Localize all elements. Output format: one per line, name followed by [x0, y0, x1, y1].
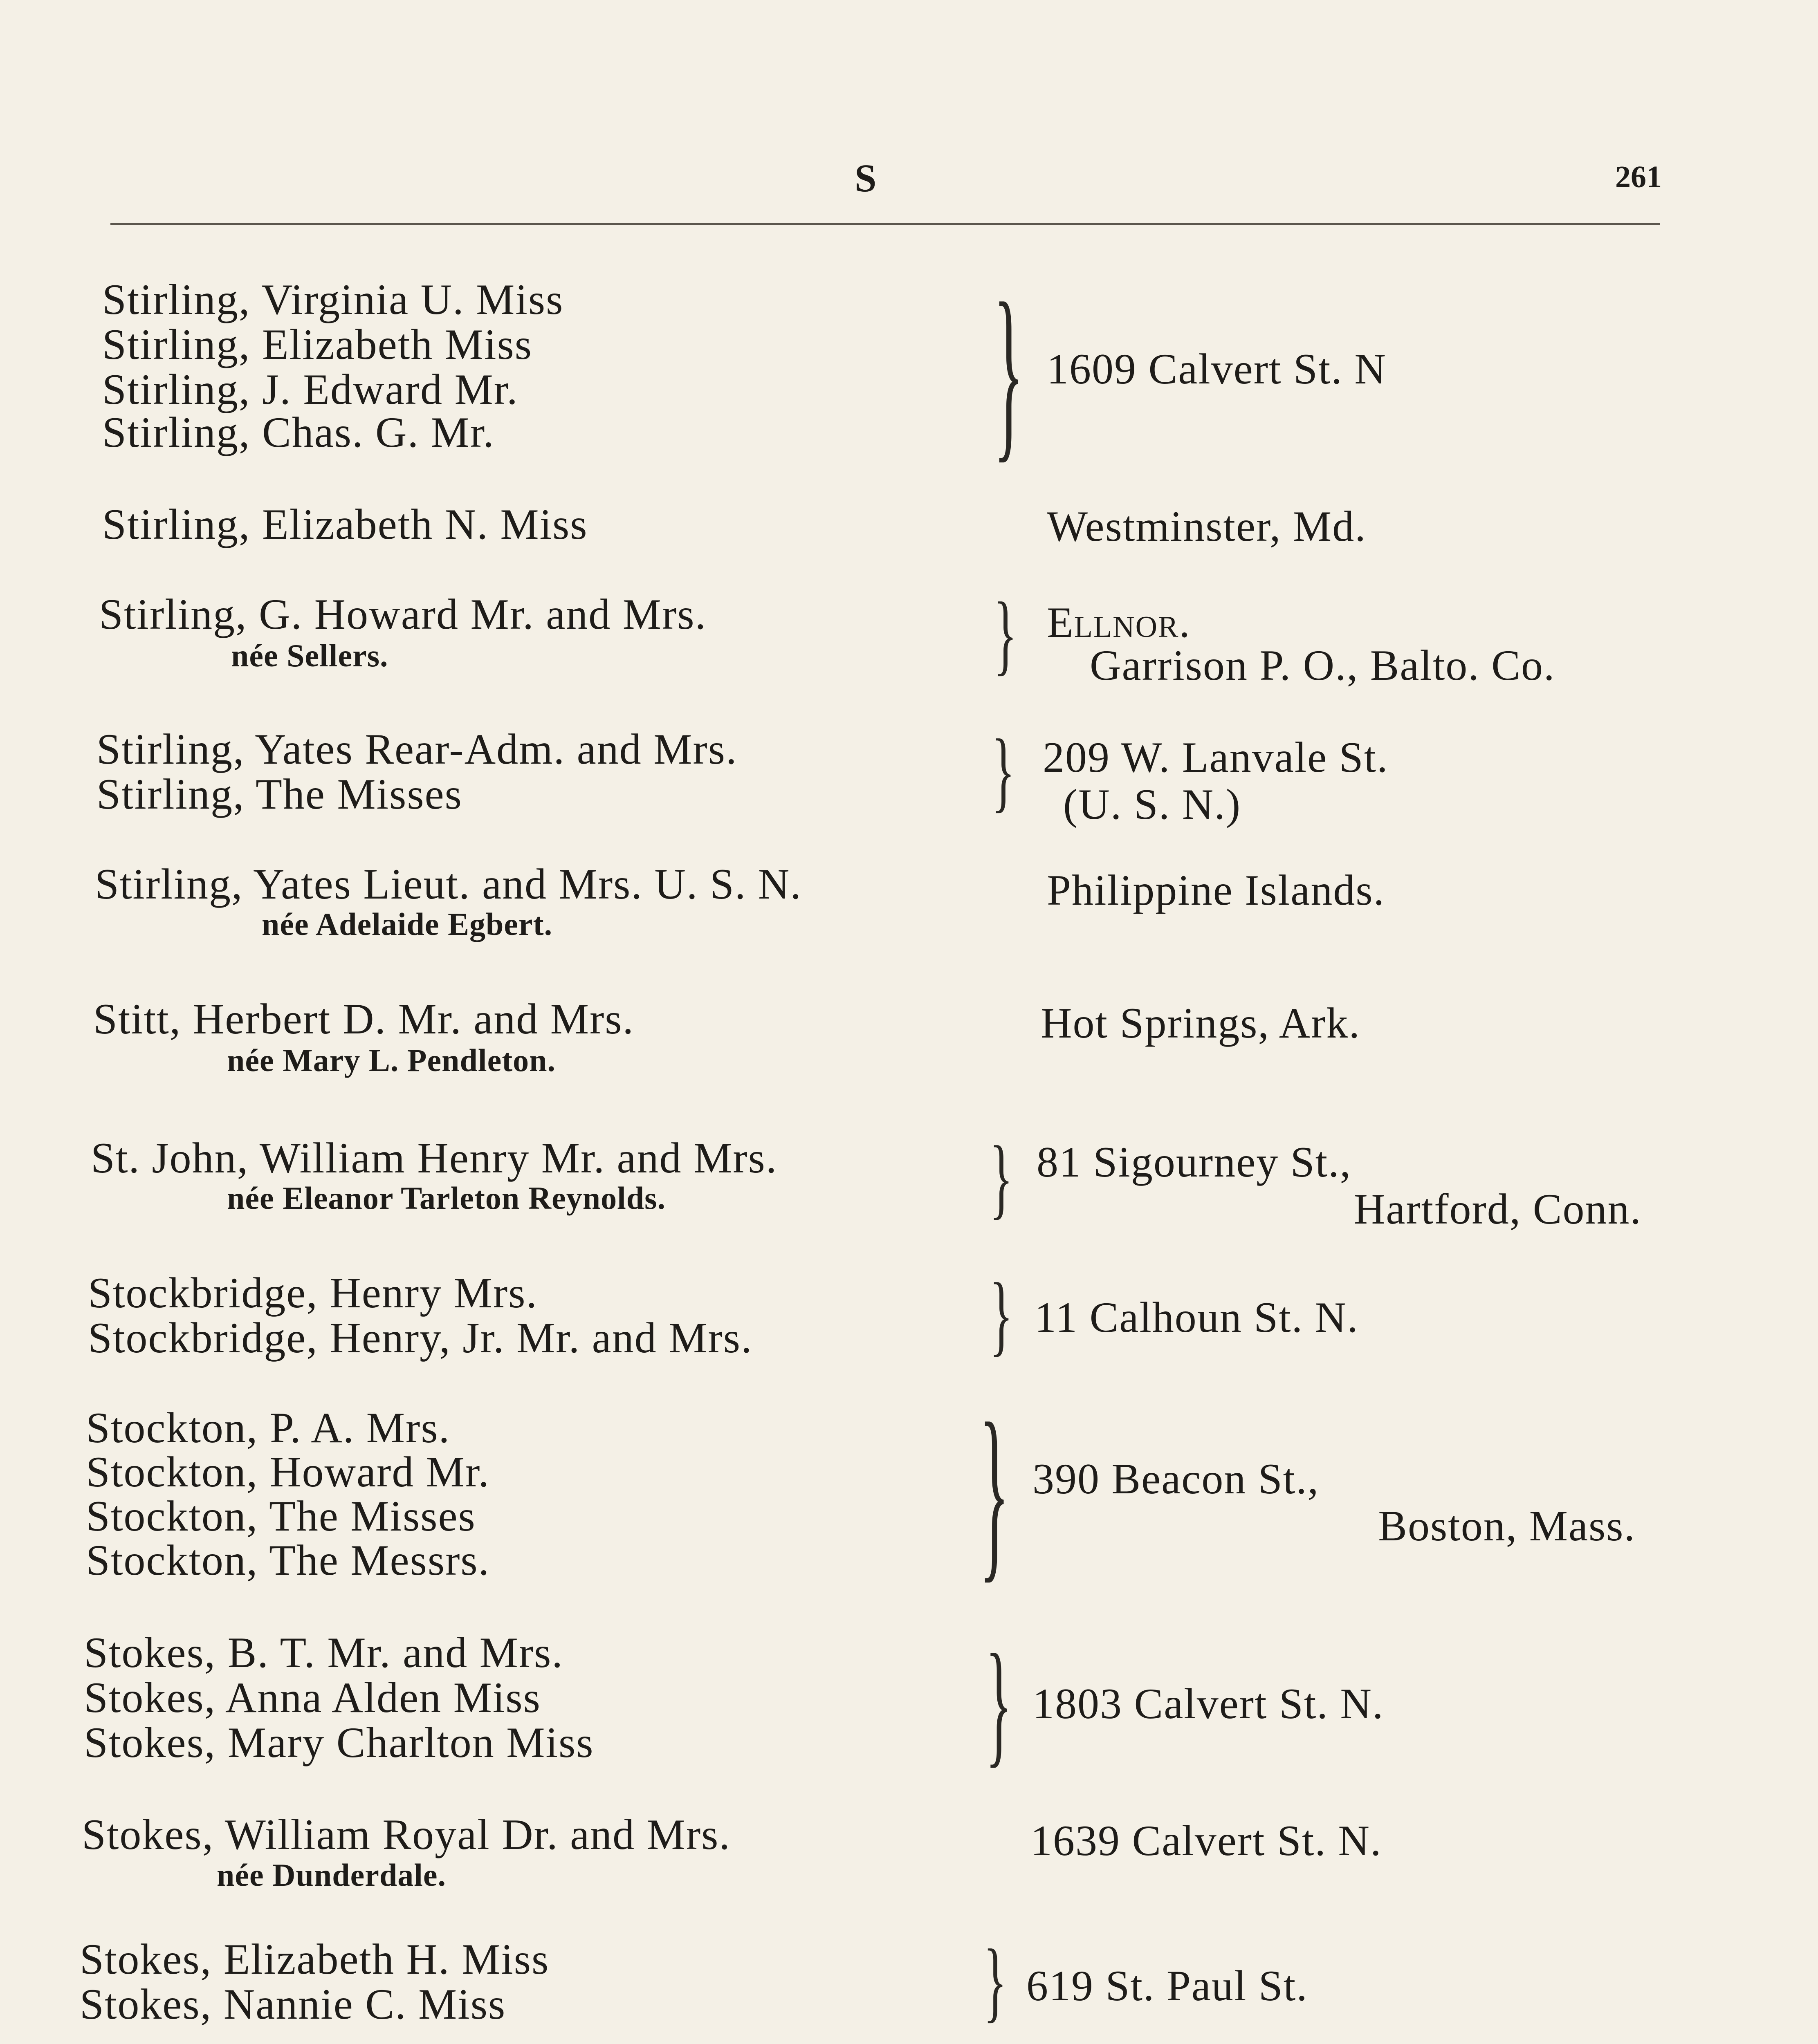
entry-name: Stokes, B. T. Mr. and Mrs. [84, 1629, 563, 1676]
entry-name: Stokes, William Royal Dr. and Mrs. [82, 1811, 731, 1858]
entry-address: 209 W. Lanvale St. [1043, 733, 1389, 781]
entry-name: St. John, William Henry Mr. and Mrs. [91, 1134, 778, 1182]
entry-address: 619 St. Paul St. [1026, 1962, 1308, 2010]
page-number: 261 [1615, 160, 1662, 194]
entry-maiden-name: née Dunderdale. [217, 1857, 446, 1893]
brace-icon: } [992, 721, 1015, 821]
entry-address: 390 Beacon St., [1032, 1455, 1320, 1503]
entry-name: Stirling, Yates Rear-Adm. and Mrs. [97, 725, 738, 773]
brace-icon: } [985, 1626, 1012, 1780]
running-head-letter: S [855, 156, 878, 200]
entry-name: Stirling, The Misses [97, 770, 462, 818]
entry-name: Stockbridge, Henry, Jr. Mr. and Mrs. [88, 1314, 753, 1362]
entry-name: Stokes, Anna Alden Miss [84, 1674, 541, 1721]
entry-address: Garrison P. O., Balto. Co. [1090, 641, 1555, 689]
entry-address: 1639 Calvert St. N. [1030, 1817, 1382, 1865]
entry-name: Stirling, Elizabeth N. Miss [102, 500, 588, 548]
entry-maiden-name: née Eleanor Tarleton Reynolds. [227, 1180, 666, 1216]
entry-name: Stockton, Howard Mr. [86, 1448, 490, 1496]
brace-icon: } [994, 263, 1024, 479]
entry-address: 1609 Calvert St. N [1047, 345, 1387, 393]
entry-name: Stokes, Nannie C. Miss [80, 1980, 506, 2028]
entry-maiden-name: née Adelaide Egbert. [262, 906, 553, 942]
entry-name: Stockton, P. A. Mrs. [86, 1404, 451, 1452]
brace-icon: } [979, 1383, 1010, 1599]
entry-maiden-name: née Sellers. [231, 638, 388, 673]
entry-name: Stirling, G. Howard Mr. and Mrs. [99, 590, 707, 638]
entry-address: (U. S. N.) [1063, 780, 1241, 828]
brace-icon: } [990, 1264, 1013, 1365]
entry-name: Stirling, Virginia U. Miss [102, 276, 564, 323]
entry-address: Westminster, Md. [1047, 502, 1367, 550]
entry-address: Boston, Mass. [1378, 1502, 1636, 1550]
entry-name: Stockbridge, Henry Mrs. [88, 1269, 538, 1317]
entry-address: Ellnor. [1047, 598, 1191, 646]
entry-address: 81 Sigourney St., [1037, 1138, 1352, 1186]
entry-name: Stirling, J. Edward Mr. [102, 365, 518, 413]
entry-address: Hartford, Conn. [1353, 1185, 1642, 1233]
entry-maiden-name: née Mary L. Pendleton. [227, 1042, 556, 1078]
entry-name: Stockton, The Misses [86, 1492, 476, 1540]
brace-icon: } [994, 584, 1017, 684]
brace-icon: } [983, 1931, 1007, 2031]
entry-name: Stirling, Chas. G. Mr. [102, 408, 495, 456]
entry-address: Philippine Islands. [1047, 866, 1385, 914]
entry-name: Stokes, Mary Charlton Miss [84, 1719, 594, 1766]
entry-address: 11 Calhoun St. N. [1035, 1293, 1359, 1341]
entry-name: Stirling, Yates Lieut. and Mrs. U. S. N. [95, 860, 802, 908]
header-rule [110, 223, 1660, 225]
brace-icon: } [990, 1127, 1013, 1228]
entry-name: Stockton, The Messrs. [86, 1536, 490, 1584]
entry-address: Hot Springs, Ark. [1041, 999, 1360, 1047]
entry-address: 1803 Calvert St. N. [1032, 1680, 1384, 1728]
entry-name: Stitt, Herbert D. Mr. and Mrs. [93, 995, 635, 1043]
entry-name: Stokes, Elizabeth H. Miss [80, 1935, 550, 1983]
entry-name: Stirling, Elizabeth Miss [102, 320, 532, 368]
